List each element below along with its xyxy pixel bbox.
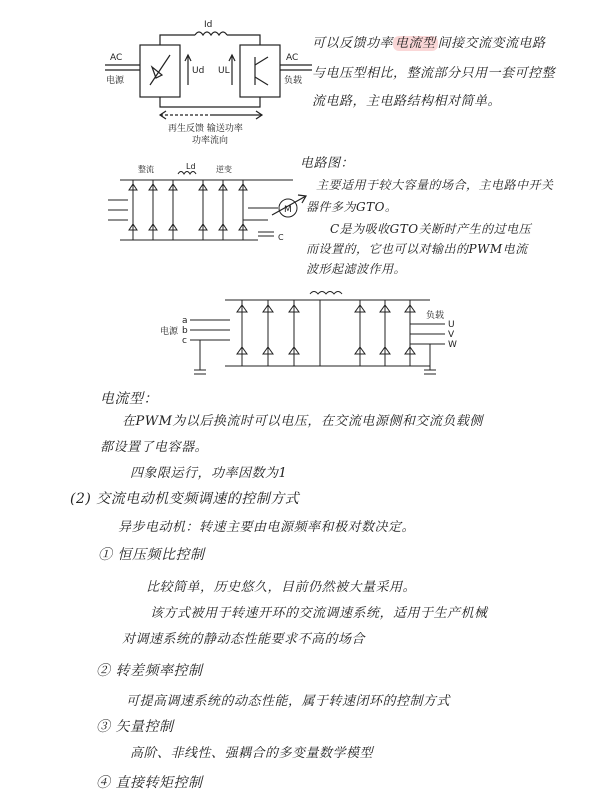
phase-a-label: a [182, 316, 188, 326]
phase-u-label: U [448, 320, 455, 330]
pwm-source-label: 电源 [160, 327, 179, 337]
flow-label: 功率流向 [192, 136, 229, 145]
note1-line1-post: 间接交流变流电路 [437, 36, 546, 51]
body-l8: 比较简单，历史悠久，目前仍然被大量采用。 [146, 580, 417, 595]
note1-line1 [312, 32, 546, 51]
body-l10: 对调速系统的静动态性能要求不高的场合 [122, 632, 366, 647]
phase-v-label: V [448, 330, 455, 340]
body-l5: (2) 交流电动机变频调速的控制方式 [70, 491, 300, 507]
ul-label: UL [218, 66, 230, 76]
ac-source-label: AC [110, 53, 123, 63]
phase-c-label: c [182, 336, 187, 346]
note1-line2: 与电压型相比，整流部分只用一套可控整 [312, 66, 556, 81]
body-l12: 可提高调速系统的动态性能，属于转速闭环的控制方式 [126, 694, 451, 709]
body-l9: 该方式被用于转速开环的交流调速系统，适用于生产机械 [150, 606, 488, 621]
body-l3: 都设置了电容器。 [100, 440, 209, 455]
circuit-diagram-pwm [160, 288, 470, 388]
note1-highlight: 电流型 [395, 36, 436, 51]
note1-line1-pre: 可以反馈功率 [312, 36, 394, 51]
note2-line2: 器件多为GTO。 [306, 200, 398, 214]
body-l1: 电流型： [100, 391, 158, 407]
capacitor-label: C [278, 233, 284, 242]
body-l13: ③ 矢量控制 [96, 719, 174, 735]
body-l4: 四象限运行，功率因数为1 [130, 466, 288, 481]
motor-label: M [284, 205, 292, 215]
circuit-diagram-block [100, 15, 315, 145]
body-l7: ① 恒压频比控制 [98, 547, 205, 563]
rectifier-label: 整流 [138, 165, 154, 174]
load-label: 负载 [284, 76, 303, 86]
note2-line3: C是为吸收GTO关断时产生的过电压 [330, 222, 532, 236]
pwm-load-label: 负载 [426, 311, 445, 321]
note2-line1: 主要适用于较大容量的场合，主电路中开关 [316, 178, 554, 192]
inverter-label: 逆变 [216, 165, 232, 174]
note2-title: 电路图： [300, 156, 355, 171]
pointer-arrow [270, 190, 310, 220]
body-l6: 异步电动机：转速主要由电源频率和极对数决定。 [118, 520, 416, 535]
note2-line5: 波形起滤波作用。 [306, 262, 407, 276]
id-label: Id [204, 20, 213, 30]
source-label: 电源 [106, 76, 125, 86]
note1-line3: 流电路，主电路结构相对简单。 [312, 94, 502, 109]
phase-b-label: b [182, 326, 188, 336]
note2-line4: 而设置的，它也可以对输出的PWM电流 [306, 242, 528, 256]
ac-load-label: AC [286, 53, 299, 63]
body-l11: ② 转差频率控制 [96, 663, 203, 679]
body-l14: 高阶、非线性、强耦合的多变量数学模型 [130, 746, 374, 761]
ud-label: Ud [192, 66, 205, 76]
ld-label: Ld [186, 162, 196, 171]
phase-w-label: W [448, 340, 457, 350]
feedback-label: 再生反馈 输送功率 [168, 124, 243, 134]
body-l2: 在PWM为以后换流时可以电压，在交流电源侧和交流负载侧 [122, 414, 483, 429]
body-l15: ④ 直接转矩控制 [96, 775, 203, 791]
